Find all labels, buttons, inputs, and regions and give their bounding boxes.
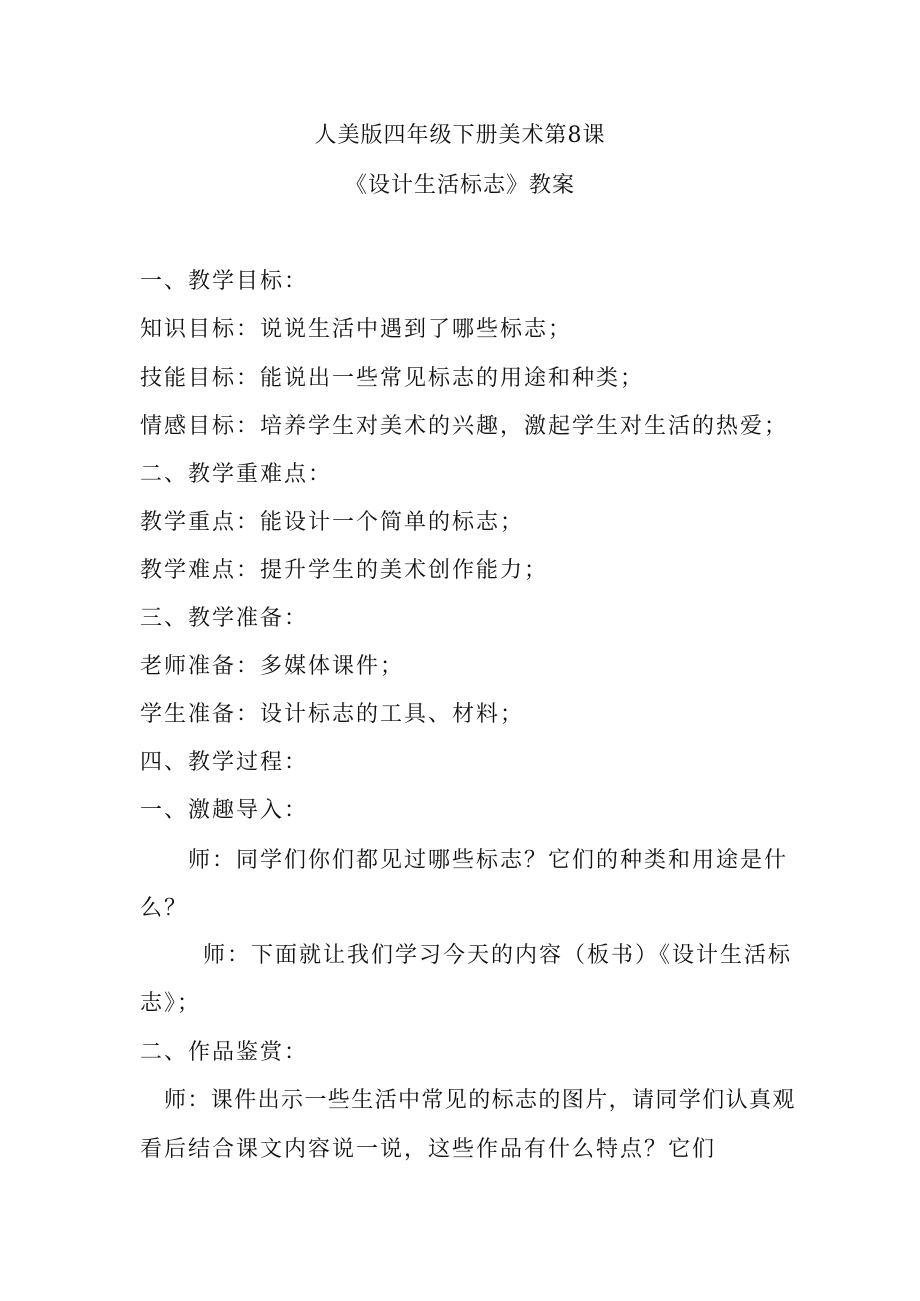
paragraph-courseware-line2: 看后结合课文内容说一说，这些作品有什么特点？它们 [140,1137,717,1162]
knowledge-objective: 知识目标：说说生活中遇到了哪些标志； [140,317,573,342]
heading-teaching-objectives: 一、教学目标： [140,269,309,294]
paragraph-teacher-lesson-line1: 师：下面就让我们学习今天的内容（板书）《设计生活标 [203,943,793,968]
paragraph-teacher-question-line1: 师：同学们你们都见过哪些标志？它们的种类和用途是什 [188,848,789,873]
heading-key-points: 二、教学重难点： [140,462,333,487]
teaching-difficulty: 教学难点：提升学生的美术创作能力； [140,558,549,583]
heading-preparation: 三、教学准备： [140,606,309,631]
heading-introduction: 一、激趣导入： [140,798,309,823]
paragraph-teacher-question-line2: 么？ [140,896,189,921]
paragraph-teacher-lesson-line2: 志》； [140,991,202,1016]
teaching-key-point: 教学重点：能设计一个简单的标志； [140,510,525,535]
heading-teaching-process: 四、教学过程： [140,750,309,775]
teacher-preparation: 老师准备：多媒体课件； [140,654,405,679]
skill-objective: 技能目标：能说出一些常见标志的用途和种类； [140,366,645,391]
emotion-objective: 情感目标：培养学生对美术的兴趣，激起学生对生活的热爱； [140,414,789,439]
document-title: 人美版四年级下册美术第8课 [314,123,606,148]
paragraph-courseware-line1: 师：课件出示一些生活中常见的标志的图片，请同学们认真观 [164,1088,796,1113]
document-subtitle: 《设计生活标志》教案 [344,173,575,198]
student-preparation: 学生准备：设计标志的工具、材料； [140,702,525,727]
heading-appreciation: 二、作品鉴赏： [140,1040,309,1065]
